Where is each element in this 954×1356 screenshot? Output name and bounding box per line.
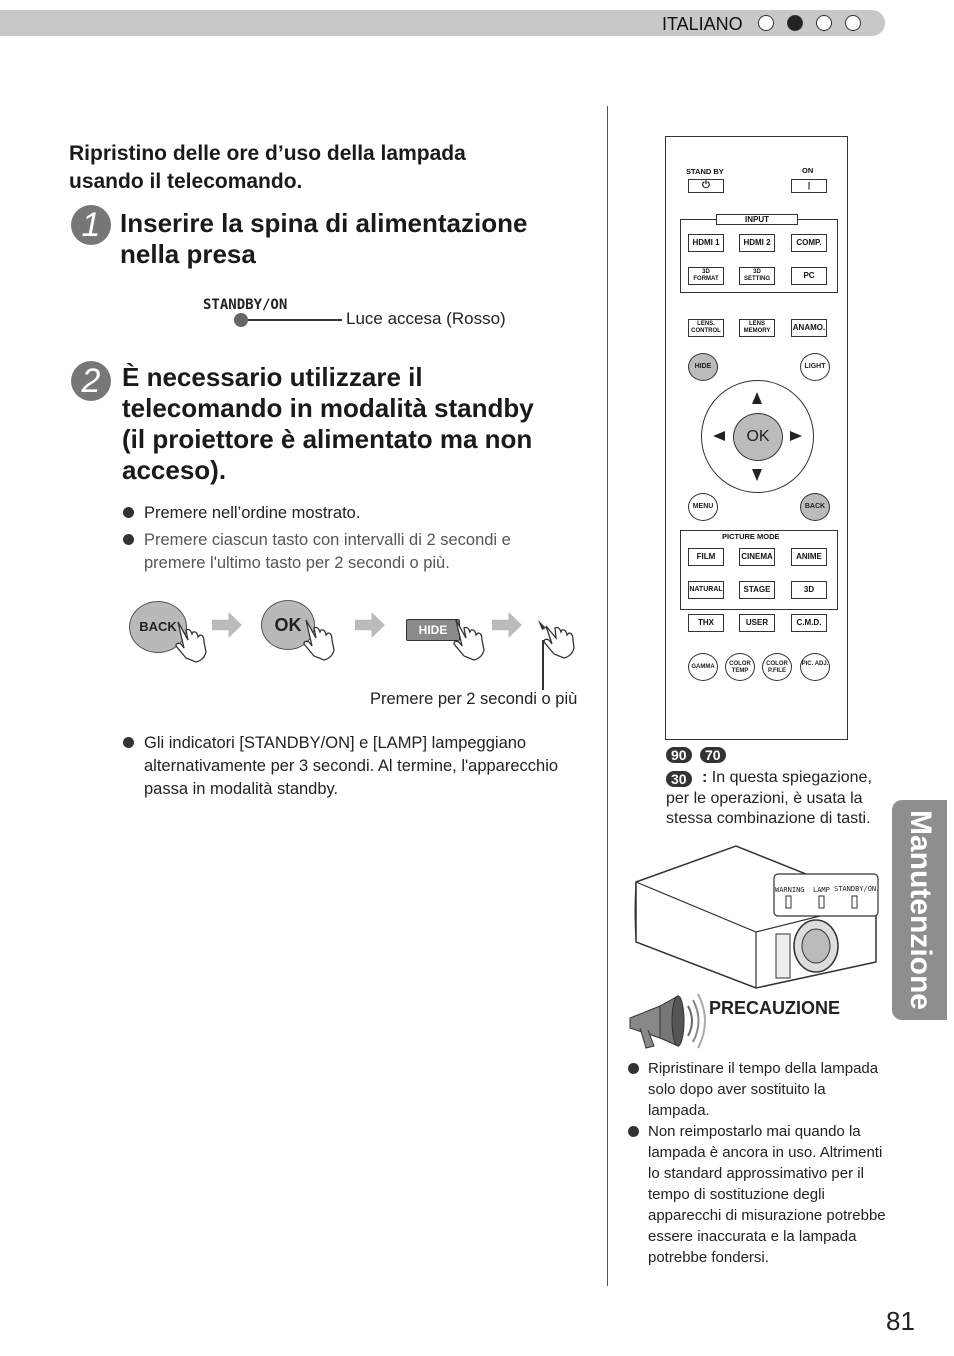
indicator-standby-label: STANDBY/ON [834, 885, 877, 893]
remote-light-button: LIGHT [800, 353, 830, 381]
section-intro: Ripristino delle ore d’uso della lampada usando il telecomando. [69, 142, 466, 193]
remote-3d-setting-button: 3D SETTING [739, 267, 775, 285]
model-badge-70: 70 [700, 747, 726, 763]
remote-hdmi1-button: HDMI 1 [688, 234, 724, 252]
step-2-title: È necessario utilizzare il telecomando in modalità standby (il proiettore è alimentato ma non acceso). [122, 362, 534, 485]
model-badge-90: 90 [666, 747, 692, 763]
column-divider [607, 106, 608, 1286]
led-leader-line [248, 319, 342, 321]
remote-cmd-button: C.M.D. [791, 614, 827, 632]
hand-pointer-icon [172, 618, 216, 664]
page-number: 81 [886, 1306, 915, 1336]
remote-on-button: | [791, 179, 827, 193]
step-1-number: 1 [71, 205, 111, 245]
sequence-hide-button: HIDE [406, 619, 460, 641]
hold-caption: Premere per 2 secondi o più [370, 690, 578, 708]
hand-pointer-icon [300, 616, 344, 662]
section-side-tab-label: Manutenzione [903, 810, 937, 1010]
remote-on-label: ON [802, 166, 814, 175]
remote-hdmi2-button: HDMI 2 [739, 234, 775, 252]
remote-stage-button: STAGE [739, 581, 775, 599]
remote-back-button: BACK [800, 493, 830, 521]
remote-anamo-button: ANAMO. [791, 319, 827, 337]
remote-menu-button: MENU [688, 493, 718, 521]
standby-indicator-label: STANDBY/ON [203, 297, 288, 313]
remote-gamma-button: GAMMA [688, 653, 718, 681]
remote-control-diagram [665, 136, 848, 740]
remote-thx-button: THX [688, 614, 724, 632]
indicator-warning-label: WARNING [775, 886, 805, 894]
remote-3d-button: 3D [791, 581, 827, 599]
remote-pic-adj-button: PIC. ADJ. [800, 653, 830, 681]
standby-led [234, 313, 248, 327]
projector-illustration [626, 842, 880, 990]
header-bar [0, 10, 885, 36]
language-dot-2-active [787, 15, 803, 31]
picture-mode-label: PICTURE MODE [722, 532, 780, 541]
remote-natural-button: NATURAL [688, 581, 724, 599]
model-badge-30: 30 [666, 771, 692, 787]
step-2-number: 2 [71, 361, 111, 401]
caution-title: PRECAUZIONE [709, 998, 841, 1018]
bullet-item-1: Premere nell’ordine mostrato. [144, 502, 574, 525]
remote-lens-memory-button: LENS MEMORY [739, 319, 775, 337]
remote-film-button: FILM [688, 548, 724, 566]
sequence-arrow-1 [212, 612, 242, 638]
standby-note: Gli indicatori [STANDBY/ON] e [LAMP] lampeggiano alternativamente per 3 secondi. Al termine, l'apparecchio passa in modalità standby. [144, 732, 584, 801]
language-dot-3 [816, 15, 832, 31]
remote-anime-button: ANIME [791, 548, 827, 566]
remote-color-profile-button: COLOR P.FILE [762, 653, 792, 681]
step-1-title: Inserire la spina di alimentazione nella presa [120, 208, 528, 269]
sequence-ok-button: OK [261, 600, 315, 650]
megaphone-icon [626, 988, 708, 1052]
remote-standby-button: ⏻ [688, 179, 724, 193]
remote-hide-button: HIDE [688, 353, 718, 381]
language-dot-1 [758, 15, 774, 31]
sequence-arrow-2 [355, 612, 385, 638]
remote-standby-label: STAND BY [686, 167, 724, 176]
models-note: : In questa spiegazione, per le operazioni, è usata la stessa combinazione di tasti. [666, 769, 872, 827]
sequence-back-button: BACK [129, 601, 187, 653]
led-state-text: Luce accesa (Rosso) [346, 309, 506, 328]
remote-lens-control-button: LENS. CONTROL [688, 319, 724, 337]
caution-item-1: Ripristinare il tempo della lampada solo dopo aver sostituito la lampada. [648, 1058, 888, 1121]
hand-pointer-icon [450, 616, 494, 662]
remote-color-temp-button: COLOR TEMP [725, 653, 755, 681]
remote-cinema-button: CINEMA [739, 548, 775, 566]
sequence-arrow-3 [492, 612, 522, 638]
remote-3d-format-button: 3D FORMAT [688, 267, 724, 285]
input-group-label: INPUT [716, 214, 798, 225]
caution-item-2: Non reimpostarlo mai quando la lampada è ancora in uso. Altrimenti lo standard approssimativo per il tempo di sostituzione degli apparecchi di misurazione potrebbe essere inaccurata e la lampada potrebbe fondersi. [648, 1121, 888, 1268]
language-dot-4 [845, 15, 861, 31]
remote-pc-button: PC [791, 267, 827, 285]
language-label: ITALIANO [662, 14, 743, 34]
remote-ok-button: OK [733, 413, 783, 461]
indicator-lamp-label: LAMP [813, 886, 830, 894]
bullet-item-2: Premere ciascun tasto con intervalli di 2 secondi e premere l'ultimo tasto per 2 secondi o più. [144, 529, 574, 575]
remote-user-button: USER [739, 614, 775, 632]
hold-leader-line [542, 640, 544, 690]
remote-comp-button: COMP. [791, 234, 827, 252]
